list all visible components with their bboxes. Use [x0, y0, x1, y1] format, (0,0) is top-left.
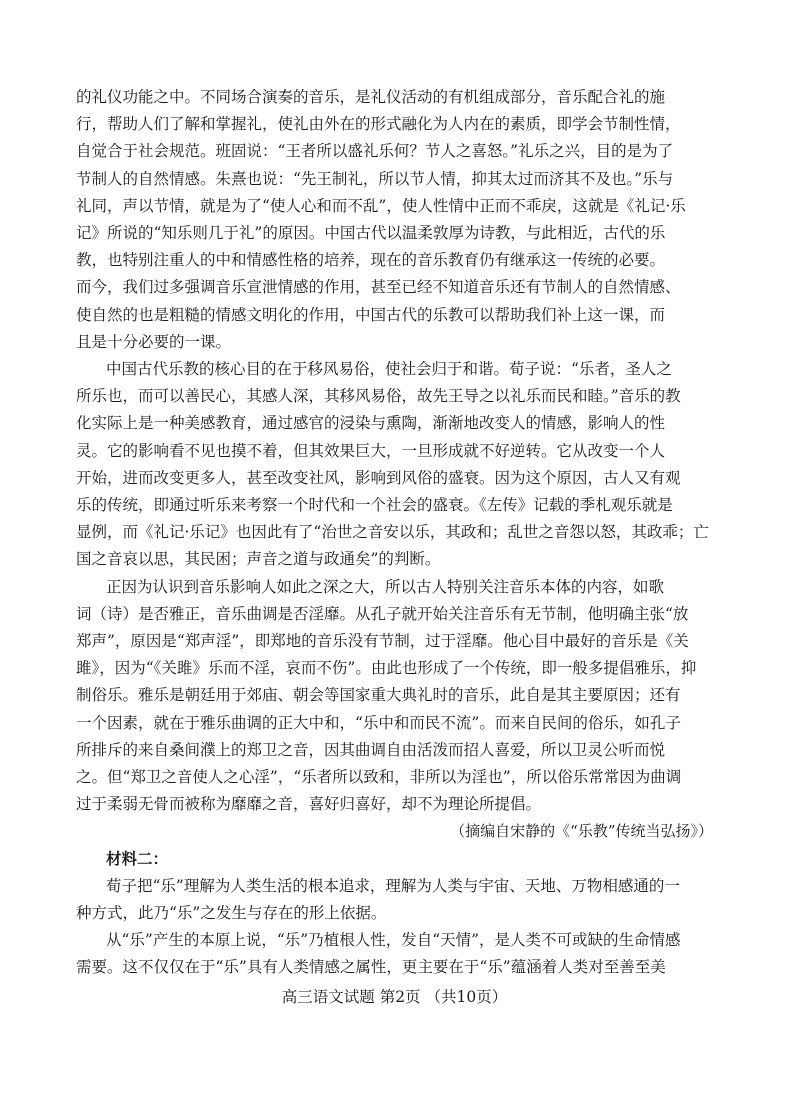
text-line: 乐的传统，即通过听乐来考察一个时代和一个社会的盛衰。《左传》记载的季札观乐就是 [76, 496, 673, 514]
text-line: 教，也特别注重人的中和情感性格的培养，现在的音乐教育仍有继承这一传统的必要。 [76, 251, 666, 270]
text-line: 需要。这不仅仅在于“乐”具有人类情感之属性，更主要在于“乐”蕴涵着人类对至善至美 [76, 958, 666, 977]
text-line: 之。但“郑卫之音使人之心淫”，“乐者所以致和，非所以为淫也”，所以俗乐常常因为曲调 [76, 768, 682, 786]
text-line: 灵。它的影响看不见也摸不着，但其效果巨大，一旦形成就不好逆转。它从改变一个人 [76, 441, 666, 460]
text-line: 所排斥的来自桑间濮上的郑卫之音，因其曲调自由活泼而招人喜爱，所以卫灵公听而悦 [76, 740, 666, 759]
page-footer: 高三语文试题 第2页 （共10页） [281, 988, 508, 1006]
source-citation: （摘编自宋静的《“乐教”传统当弘扬》） [450, 822, 713, 841]
text-line: 节制人的自然情感。朱熹也说：“先王制礼，所以节人情，抑其太过而济其不及也。”乐与 [76, 169, 674, 188]
text-line: 种方式，此乃“乐”之发生与存在的形上依据。 [76, 904, 387, 922]
text-line: 一个因素，就在于雅乐曲调的正大中和，“乐中和而民不流”。而来自民间的俗乐，如孔子 [76, 713, 681, 732]
text-line: 使自然的也是粗糙的情感文明化的作用，中国古代的乐教可以帮助我们补上这一课，而 [76, 305, 666, 324]
text-line: 记》所说的“知乐则几于礼”的原因。中国古代以温柔敦厚为诗教，与此相近，古代的乐 [76, 224, 666, 242]
text-line: 行，帮助人们了解和掌握礼，使礼由外在的形式融化为人内在的素质，即学会节制性情， [76, 115, 681, 134]
text-line: 开始，进而改变更多人，甚至改变社风，影响到风俗的盛衰。因为这个原因，古人又有观 [76, 468, 681, 487]
text-line: 词（诗）是否雅正，音乐曲调是否淫靡。从孔子就开始关注音乐有无节制，他明确主张“放 [76, 604, 689, 623]
text-line: 正因为认识到音乐影响人如此之深之大，所以古人特别关注音乐本体的内容，如歌 [106, 577, 665, 596]
text-line: 显例，而《礼记·乐记》也因此有了“治世之音安以乐，其政和；乱世之音怨以怒，其政乖；亡 [76, 523, 709, 542]
text-line: 而今，我们过多强调音乐宣泄情感的作用，甚至已经不知道音乐还有节制人的自然情感、 [76, 278, 681, 297]
section-heading: 材料二： [106, 849, 169, 868]
text-line: 郑声”，原因是“郑声淫”，即郑地的音乐没有节制，过于淫靡。他心目中最好的音乐是《关 [76, 632, 689, 650]
text-line: 自觉合于社会规范。班固说：“王者所以盛礼乐何？节人之喜怒。”礼乐之兴，目的是为了 [76, 142, 674, 161]
text-line: 制俗乐。雅乐是朝廷用于郊庙、朝会等国家重大典礼时的音乐，此自是其主要原因；还有 [76, 686, 681, 705]
text-line: 所乐也，而可以善民心，其感人深，其移风易俗，故先王导之以礼乐而民和睦。”音乐的教 [76, 387, 681, 406]
text-line: 雎》，因为“《关雎》乐而不淫，哀而不伤”。由此也形成了一个传统，即一般多提倡雅乐，抑 [76, 659, 697, 678]
text-line: 的礼仪功能之中。不同场合演奏的音乐，是礼仪活动的有机组成部分，音乐配合礼的施 [76, 88, 666, 106]
text-line: 中国古代乐教的核心目的在于移风易俗，使社会归于和谐。荀子说：“乐者，圣人之 [106, 360, 672, 378]
text-line: 国之音哀以思，其民困；声音之道与政通矣”的判断。 [76, 550, 441, 569]
text-line: 荀子把“乐”理解为人类生活的根本追求，理解为人类与宇宙、天地、万物相感通的一 [106, 876, 680, 895]
text-line: 过于柔弱无骨而被称为靡靡之音，喜好归喜好，却不为理论所提倡。 [76, 795, 542, 814]
text-line: 从“乐”产生的本原上说，“乐”乃植根人性，发自“天情”，是人类不可或缺的生命情感 [106, 931, 681, 950]
text-line: 且是十分必要的一课。 [76, 332, 232, 351]
text-line: 礼同，声以节情，就是为了“使人心和而不乱”，使人性情中正而不乖戾，这就是《礼记·乐 [76, 196, 686, 215]
text-line: 化实际上是一种美感教育，通过感官的浸染与熏陶，渐渐地改变人的情感，影响人的性 [76, 414, 666, 433]
